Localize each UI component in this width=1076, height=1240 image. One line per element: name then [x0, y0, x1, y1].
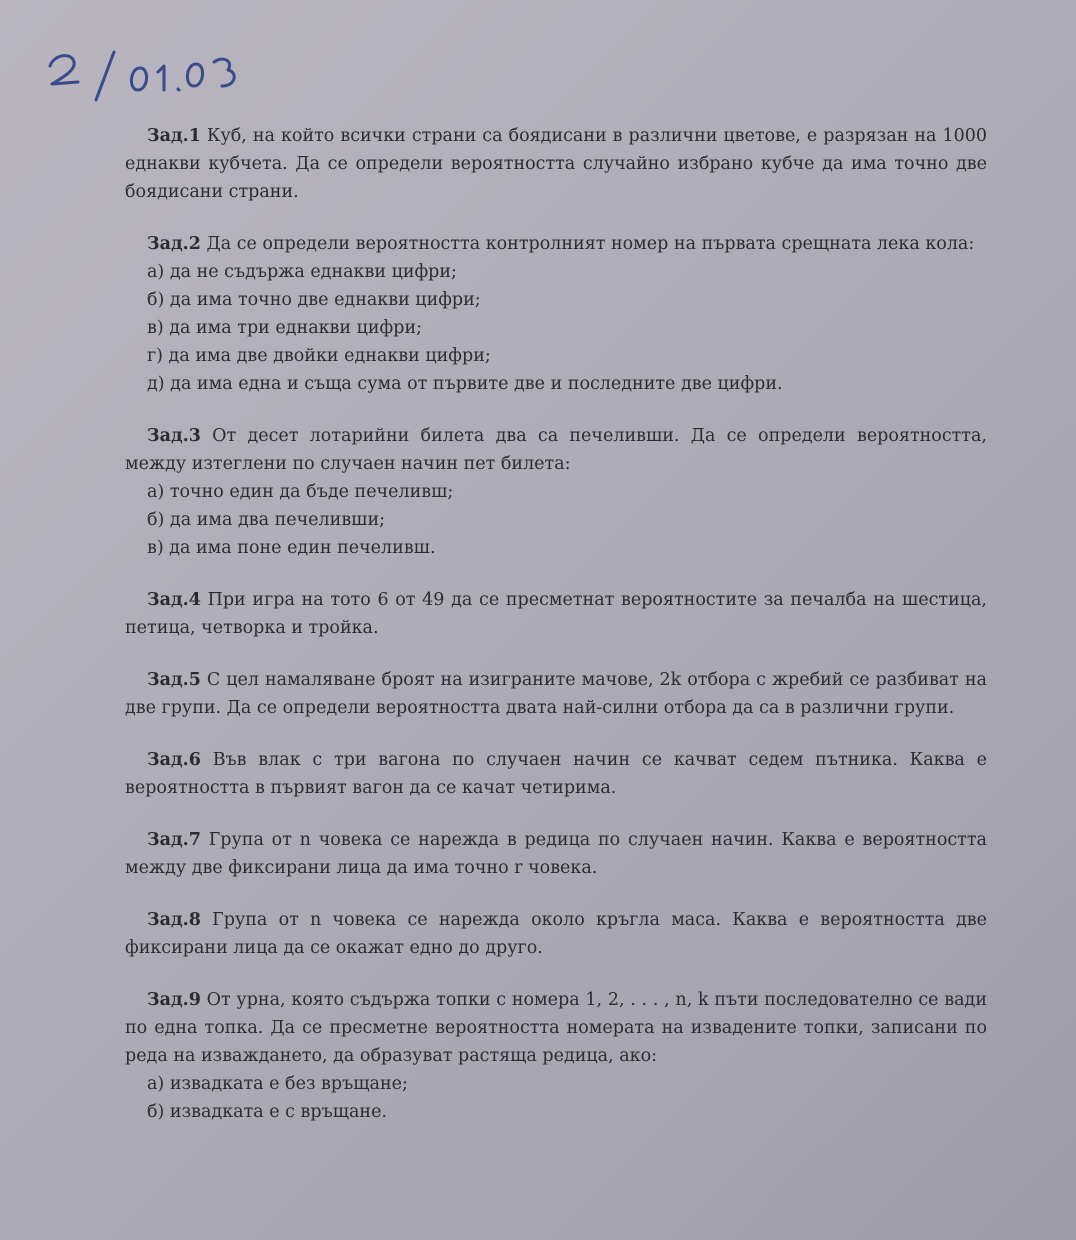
problem-text: Във влак с три вагона по случаен начин се качват седем пътника. Каква е вероятността в първият вагон да се качат четирима.	[125, 750, 987, 798]
problem-label: Зад.5	[147, 670, 201, 690]
problem-text: Група от n човека се нарежда в редица по случаен начин. Каква е вероятността между две фиксирани лица да има точно r човека.	[125, 830, 987, 878]
list-item: б) да има точно две еднакви цифри;	[147, 290, 481, 310]
list-item: а) точно един да бъде печеливш;	[147, 482, 454, 502]
problem-7	[125, 826, 987, 882]
problem-text: При игра на тото 6 от 49 да се пресметнат вероятностите за печалба на шестица, петица, четворка и тройка.	[125, 590, 987, 638]
list-item: в) да има поне един печеливш.	[147, 538, 436, 558]
problem-label: Зад.2	[147, 234, 201, 254]
problem-label: Зад.8	[147, 910, 201, 930]
list-item: б) извадката е с връщане.	[147, 1102, 388, 1122]
problem-label: Зад.9	[147, 990, 201, 1010]
list-item: а) извадката е без връщане;	[147, 1074, 408, 1094]
problem-text: Да се определи вероятността контролният номер на първата срещната лека кола:	[206, 234, 975, 254]
problem-4	[125, 586, 987, 642]
problem-1	[125, 122, 987, 206]
problem-3	[125, 422, 987, 562]
handwritten-note	[44, 34, 284, 114]
problem-5	[125, 666, 987, 722]
list-item: г) да има две двойки еднакви цифри;	[147, 346, 491, 366]
problem-label: Зад.1	[147, 126, 201, 146]
problem-text: Група от n човека се нарежда около кръгла маса. Каква е вероятността две фиксирани лица да се окажат едно до друго.	[125, 910, 987, 958]
problem-text: От урна, която съдържа топки с номера 1, 2, . . . , n, k пъти последователно се вади по една топка. Да се пресметне вероятността номерата на извадените топки, записани по реда на изваждането, да образуват растяща редица, ако:	[125, 990, 987, 1066]
problem-9	[125, 986, 987, 1126]
problem-text: Куб, на който всички страни са боядисани в различни цветове, е разрязан на 1000 еднакви кубчета. Да се определи вероятността случайно избрано кубче да има точно две боядисани страни.	[125, 126, 987, 202]
problem-list	[125, 122, 987, 1150]
problem-label: Зад.7	[147, 830, 201, 850]
problem-label: Зад.6	[147, 750, 201, 770]
problem-label: Зад.3	[147, 426, 201, 446]
list-item: д) да има една и съща сума от първите две и последните две цифри.	[147, 374, 783, 394]
problem-text: С цел намаляване броят на изиграните мачове, 2k отбора с жребий се разбиват на две групи. Да се определи вероятността двата най-силни отбора да са в различни групи.	[125, 670, 987, 718]
list-item: а) да не съдържа еднакви цифри;	[147, 262, 457, 282]
problem-2	[125, 230, 987, 398]
problem-label: Зад.4	[147, 590, 201, 610]
list-item: в) да има три еднакви цифри;	[147, 318, 423, 338]
problem-text: От десет лотарийни билета два са печеливши. Да се определи вероятността, между изтеглени по случаен начин пет билета:	[125, 426, 987, 474]
problem-8	[125, 906, 987, 962]
list-item: б) да има два печеливши;	[147, 510, 386, 530]
problem-6	[125, 746, 987, 802]
